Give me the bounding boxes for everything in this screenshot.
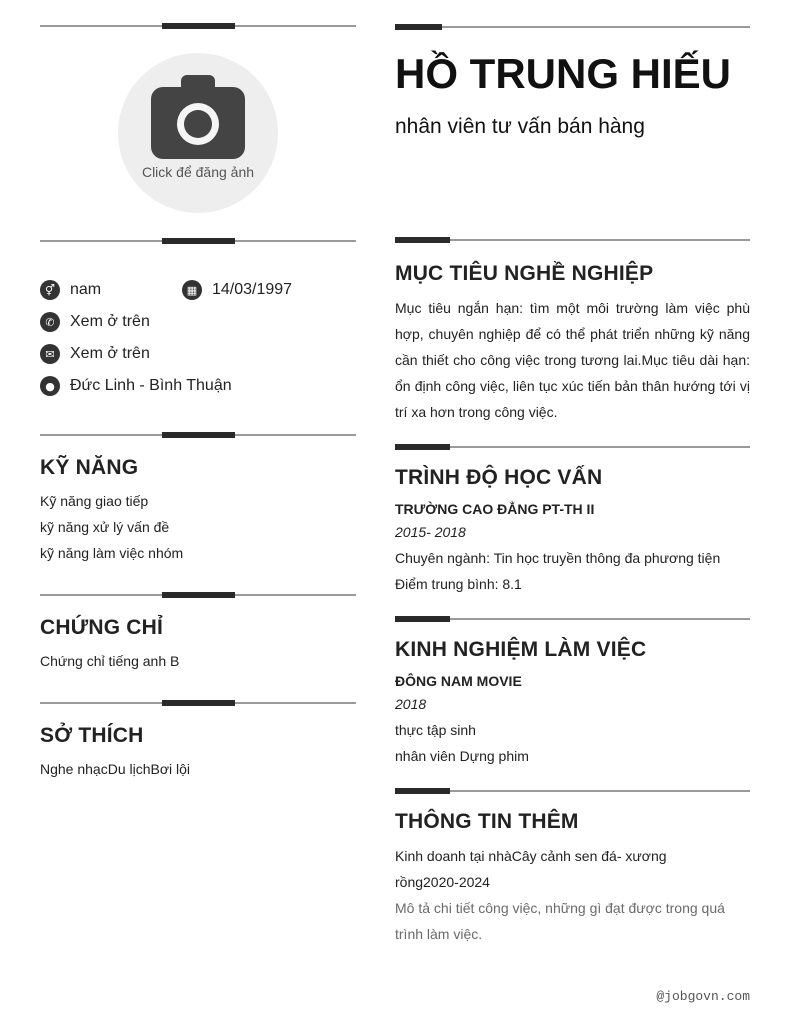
map-pin-icon: ● xyxy=(40,376,60,396)
left-divider-skills xyxy=(40,434,356,436)
phone-icon: ✆ xyxy=(40,312,60,332)
experience-title: KINH NGHIỆM LÀM VIỆC xyxy=(395,638,647,661)
right-divider-objective xyxy=(395,239,750,241)
extra-title: THÔNG TIN THÊM xyxy=(395,810,579,833)
left-divider-hobbies xyxy=(40,702,356,704)
hobbies-title: SỞ THÍCH xyxy=(40,724,144,747)
photo-caption: Click để đăng ảnh xyxy=(141,164,255,180)
gender-value: nam xyxy=(70,281,102,298)
experience-line: nhân viên Dựng phim xyxy=(395,748,529,764)
full-name: HỒ TRUNG HIẾU xyxy=(395,50,731,97)
extra-description: Mô tả chi tiết công việc, những gì đạt được trong quá trình làm việc. xyxy=(395,900,725,942)
skill-item: Kỹ năng giao tiếp xyxy=(40,493,149,509)
email-value: Xem ở trên xyxy=(70,345,150,362)
address-value: Đức Linh - Bình Thuận xyxy=(70,377,232,394)
mail-icon: ✉ xyxy=(40,344,60,364)
birthday-value: 14/03/1997 xyxy=(212,281,293,298)
footer-watermark: @jobgovn.com xyxy=(656,989,750,1004)
certificates-title: CHỨNG CHỈ xyxy=(40,616,164,639)
right-divider-top xyxy=(395,26,750,28)
experience-period: 2018 xyxy=(395,696,427,712)
email-row xyxy=(40,344,150,364)
phone-value: Xem ở trên xyxy=(70,313,150,330)
extra-text: Kinh doanh tại nhàCây cảnh sen đá- xương rồng2020-2024 xyxy=(395,848,667,890)
objective-title: MỤC TIÊU NGHỀ NGHIỆP xyxy=(395,262,654,285)
address-row xyxy=(40,376,232,396)
camera-lens-center xyxy=(184,110,212,138)
education-gpa: Điểm trung bình: 8.1 xyxy=(395,576,522,592)
skill-item: kỹ năng xử lý vấn đề xyxy=(40,519,170,535)
calendar-icon: ▦ xyxy=(182,280,202,300)
right-divider-experience xyxy=(395,618,750,620)
education-major: Chuyên ngành: Tin học truyền thông đa phương tiện xyxy=(395,550,721,566)
right-divider-education xyxy=(395,446,750,448)
gender-icon: ⚥ xyxy=(40,280,60,300)
skill-item: kỹ năng làm việc nhóm xyxy=(40,545,184,561)
company-name: ĐÔNG NAM MOVIE xyxy=(395,673,522,689)
job-position: nhân viên tư vấn bán hàng xyxy=(395,115,645,138)
skills-title: KỸ NĂNG xyxy=(40,456,139,479)
left-divider-contact xyxy=(40,240,356,242)
education-title: TRÌNH ĐỘ HỌC VẤN xyxy=(395,466,603,489)
gender-row xyxy=(40,280,101,300)
objective-text: Mục tiêu ngắn hạn: tìm một môi trường làm việc phù hợp, chuyên nghiệp để có thể phát triển những kỹ năng cần thiết cho công việc trong tương lai.Mục tiêu dài hạn: ổn định công việc, liên tục xúc tiến bản thân hướng tới vị trí xa hơn trong công việc. xyxy=(395,300,750,420)
hobbies-text: Nghe nhạcDu lịchBơi lội xyxy=(40,761,191,777)
left-divider-top xyxy=(40,25,356,27)
certificate-item: Chứng chỉ tiếng anh B xyxy=(40,653,180,669)
school-name: TRƯỜNG CAO ĐẲNG PT-TH II xyxy=(395,501,595,517)
phone-row xyxy=(40,312,150,332)
birthday-row xyxy=(182,280,292,300)
experience-line: thực tập sinh xyxy=(395,722,476,738)
right-divider-extra xyxy=(395,790,750,792)
left-divider-certificates xyxy=(40,594,356,596)
education-period: 2015- 2018 xyxy=(395,524,466,540)
avatar-upload[interactable] xyxy=(118,53,278,213)
